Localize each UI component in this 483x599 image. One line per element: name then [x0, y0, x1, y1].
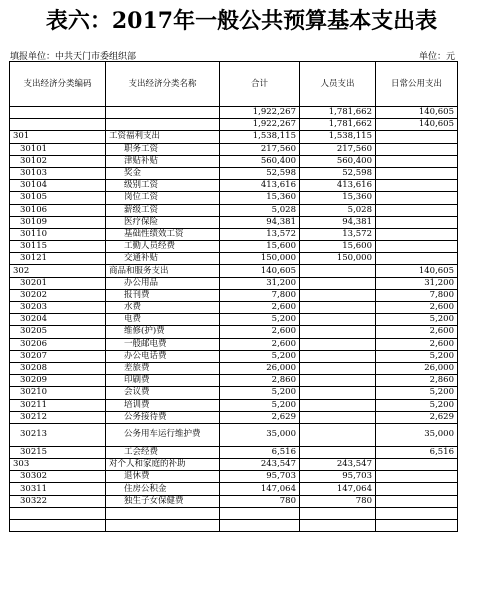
- cell-daily: 2,600: [376, 326, 458, 338]
- cell-total: 2,629: [220, 411, 300, 423]
- cell-daily: 2,600: [376, 338, 458, 350]
- cell-name: 培训费: [106, 399, 220, 411]
- cell-name: 公务用车运行维护费: [106, 423, 220, 446]
- table-body: [10, 107, 458, 532]
- table-row: [10, 520, 458, 532]
- table-row: [10, 131, 458, 143]
- cell-name: 公务接待费: [106, 411, 220, 423]
- table-row: [10, 375, 458, 387]
- cell-code: 30207: [10, 350, 106, 362]
- cell-personnel: [300, 362, 376, 374]
- cell-name: 水费: [106, 302, 220, 314]
- cell-name: 基础性绩效工资: [106, 228, 220, 240]
- cell-total: 2,600: [220, 338, 300, 350]
- cell-name: [106, 107, 220, 119]
- table-row: [10, 399, 458, 411]
- cell-code: 30109: [10, 216, 106, 228]
- cell-personnel: 13,572: [300, 228, 376, 240]
- cell-daily: 7,800: [376, 289, 458, 301]
- cell-name: 津贴补贴: [106, 155, 220, 167]
- cell-total: 1,922,267: [220, 119, 300, 131]
- cell-daily: [376, 459, 458, 471]
- cell-name: 退休费: [106, 471, 220, 483]
- cell-total: [220, 507, 300, 519]
- table-row: [10, 277, 458, 289]
- cell-personnel: [300, 399, 376, 411]
- cell-total: 560,400: [220, 155, 300, 167]
- table-row: [10, 459, 458, 471]
- col-header-name: 支出经济分类名称: [106, 62, 220, 107]
- cell-daily: 31,200: [376, 277, 458, 289]
- budget-table: [9, 61, 458, 532]
- cell-daily: 5,200: [376, 350, 458, 362]
- cell-personnel: [300, 423, 376, 446]
- cell-total: 5,200: [220, 314, 300, 326]
- table-row: [10, 119, 458, 131]
- cell-name: 职务工资: [106, 143, 220, 155]
- cell-name: 维修(护)费: [106, 326, 220, 338]
- cell-name: [106, 520, 220, 532]
- cell-name: 会议费: [106, 387, 220, 399]
- table-row: [10, 411, 458, 423]
- cell-code: 30104: [10, 180, 106, 192]
- cell-code: [10, 119, 106, 131]
- cell-code: 30302: [10, 471, 106, 483]
- cell-daily: [376, 143, 458, 155]
- cell-name: 差旅费: [106, 362, 220, 374]
- cell-name: 办公电话费: [106, 350, 220, 362]
- table-row: [10, 507, 458, 519]
- table-row: [10, 495, 458, 507]
- cell-name: 住房公积金: [106, 483, 220, 495]
- cell-personnel: 1,781,662: [300, 107, 376, 119]
- cell-personnel: [300, 507, 376, 519]
- cell-personnel: [300, 520, 376, 532]
- cell-name: 办公用品: [106, 277, 220, 289]
- cell-personnel: [300, 338, 376, 350]
- cell-personnel: 1,781,662: [300, 119, 376, 131]
- cell-personnel: 15,600: [300, 241, 376, 253]
- cell-daily: [376, 495, 458, 507]
- table-row: [10, 228, 458, 240]
- cell-code: 30202: [10, 289, 106, 301]
- cell-total: 2,600: [220, 302, 300, 314]
- cell-name: 对个人和家庭的补助: [106, 459, 220, 471]
- cell-daily: 26,000: [376, 362, 458, 374]
- cell-daily: 2,600: [376, 302, 458, 314]
- cell-daily: [376, 253, 458, 265]
- cell-code: 30311: [10, 483, 106, 495]
- cell-total: 35,000: [220, 423, 300, 446]
- table-row: [10, 204, 458, 216]
- cell-personnel: [300, 302, 376, 314]
- cell-daily: [376, 241, 458, 253]
- cell-name: 岗位工资: [106, 192, 220, 204]
- cell-daily: 140,605: [376, 119, 458, 131]
- table-header-row: [10, 62, 458, 107]
- cell-daily: [376, 228, 458, 240]
- cell-personnel: [300, 375, 376, 387]
- cell-daily: 140,605: [376, 265, 458, 277]
- cell-personnel: [300, 265, 376, 277]
- cell-daily: 5,200: [376, 399, 458, 411]
- cell-daily: [376, 167, 458, 179]
- cell-personnel: [300, 411, 376, 423]
- cell-code: 30201: [10, 277, 106, 289]
- cell-code: 303: [10, 459, 106, 471]
- cell-total: 26,000: [220, 362, 300, 374]
- cell-personnel: [300, 350, 376, 362]
- cell-code: [10, 507, 106, 519]
- cell-personnel: [300, 387, 376, 399]
- cell-name: 工资福利支出: [106, 131, 220, 143]
- cell-code: 301: [10, 131, 106, 143]
- cell-name: 电费: [106, 314, 220, 326]
- cell-total: 147,064: [220, 483, 300, 495]
- table-row: [10, 423, 458, 446]
- table-row: [10, 192, 458, 204]
- cell-code: 30213: [10, 423, 106, 446]
- cell-total: [220, 520, 300, 532]
- cell-personnel: 217,560: [300, 143, 376, 155]
- cell-total: 15,360: [220, 192, 300, 204]
- cell-daily: [376, 180, 458, 192]
- cell-daily: 5,200: [376, 314, 458, 326]
- cell-daily: 140,605: [376, 107, 458, 119]
- cell-total: 243,547: [220, 459, 300, 471]
- cell-name: [106, 119, 220, 131]
- cell-name: 商品和服务支出: [106, 265, 220, 277]
- cell-personnel: 94,381: [300, 216, 376, 228]
- cell-name: 医疗保险: [106, 216, 220, 228]
- reporting-unit: 填报单位：中共天门市委组织部: [10, 52, 137, 62]
- cell-total: 13,572: [220, 228, 300, 240]
- cell-personnel: 413,616: [300, 180, 376, 192]
- cell-personnel: 243,547: [300, 459, 376, 471]
- cell-name: [106, 507, 220, 519]
- cell-name: 奖金: [106, 167, 220, 179]
- cell-total: 94,381: [220, 216, 300, 228]
- col-header-total: 合计: [220, 62, 300, 107]
- cell-daily: 2,629: [376, 411, 458, 423]
- table-row: [10, 216, 458, 228]
- cell-total: 5,200: [220, 387, 300, 399]
- cell-total: 31,200: [220, 277, 300, 289]
- table-row: [10, 314, 458, 326]
- cell-personnel: [300, 289, 376, 301]
- cell-total: 2,860: [220, 375, 300, 387]
- cell-code: [10, 107, 106, 119]
- cell-personnel: [300, 326, 376, 338]
- cell-name: 工勤人员经费: [106, 241, 220, 253]
- table-row: [10, 155, 458, 167]
- cell-daily: [376, 216, 458, 228]
- table-row: [10, 483, 458, 495]
- table-row: [10, 350, 458, 362]
- cell-daily: [376, 204, 458, 216]
- col-header-personnel: 人员支出: [300, 62, 376, 107]
- cell-daily: 2,860: [376, 375, 458, 387]
- table-row: [10, 302, 458, 314]
- table-row: [10, 362, 458, 374]
- cell-code: 30204: [10, 314, 106, 326]
- cell-code: 30205: [10, 326, 106, 338]
- cell-code: 30115: [10, 241, 106, 253]
- cell-daily: [376, 192, 458, 204]
- cell-code: 30215: [10, 446, 106, 458]
- table-row: [10, 253, 458, 265]
- cell-name: 工会经费: [106, 446, 220, 458]
- table-row: [10, 167, 458, 179]
- cell-code: 30110: [10, 228, 106, 240]
- cell-daily: [376, 483, 458, 495]
- cell-code: 30210: [10, 387, 106, 399]
- cell-code: 30208: [10, 362, 106, 374]
- col-header-code: 支出经济分类编码: [10, 62, 106, 107]
- cell-personnel: 1,538,115: [300, 131, 376, 143]
- cell-name: 报刊费: [106, 289, 220, 301]
- cell-total: 413,616: [220, 180, 300, 192]
- cell-code: 302: [10, 265, 106, 277]
- cell-daily: 6,516: [376, 446, 458, 458]
- cell-code: 30209: [10, 375, 106, 387]
- cell-total: 140,605: [220, 265, 300, 277]
- cell-code: 30211: [10, 399, 106, 411]
- table-row: [10, 265, 458, 277]
- cell-name: 印刷费: [106, 375, 220, 387]
- cell-code: 30121: [10, 253, 106, 265]
- cell-total: 217,560: [220, 143, 300, 155]
- cell-code: 30322: [10, 495, 106, 507]
- cell-name: 独生子女保健费: [106, 495, 220, 507]
- cell-total: 5,200: [220, 350, 300, 362]
- cell-daily: [376, 131, 458, 143]
- cell-total: 5,200: [220, 399, 300, 411]
- cell-total: 7,800: [220, 289, 300, 301]
- cell-name: 薪级工资: [106, 204, 220, 216]
- cell-name: 交通补贴: [106, 253, 220, 265]
- cell-total: 95,703: [220, 471, 300, 483]
- table-row: [10, 180, 458, 192]
- cell-total: 1,922,267: [220, 107, 300, 119]
- cell-total: 2,600: [220, 326, 300, 338]
- cell-name: 级别工资: [106, 180, 220, 192]
- cell-personnel: [300, 446, 376, 458]
- cell-daily: 5,200: [376, 387, 458, 399]
- table-row: [10, 446, 458, 458]
- table-row: [10, 338, 458, 350]
- cell-total: 6,516: [220, 446, 300, 458]
- cell-personnel: [300, 314, 376, 326]
- cell-personnel: 147,064: [300, 483, 376, 495]
- cell-daily: [376, 471, 458, 483]
- cell-total: 15,600: [220, 241, 300, 253]
- table-row: [10, 471, 458, 483]
- col-header-daily: 日常公用支出: [376, 62, 458, 107]
- cell-code: 30106: [10, 204, 106, 216]
- cell-name: 一般邮电费: [106, 338, 220, 350]
- cell-daily: [376, 155, 458, 167]
- cell-code: 30102: [10, 155, 106, 167]
- cell-code: [10, 520, 106, 532]
- cell-personnel: 52,598: [300, 167, 376, 179]
- cell-personnel: 560,400: [300, 155, 376, 167]
- table-row: [10, 387, 458, 399]
- cell-total: 1,538,115: [220, 131, 300, 143]
- cell-total: 150,000: [220, 253, 300, 265]
- cell-daily: 35,000: [376, 423, 458, 446]
- table-row: [10, 107, 458, 119]
- cell-code: 30212: [10, 411, 106, 423]
- cell-personnel: 150,000: [300, 253, 376, 265]
- cell-code: 30206: [10, 338, 106, 350]
- cell-code: 30203: [10, 302, 106, 314]
- cell-personnel: 95,703: [300, 471, 376, 483]
- currency-unit: 单位：元: [418, 52, 455, 62]
- table-row: [10, 241, 458, 253]
- cell-daily: [376, 507, 458, 519]
- table-row: [10, 326, 458, 338]
- cell-code: 30105: [10, 192, 106, 204]
- cell-personnel: 780: [300, 495, 376, 507]
- cell-personnel: 15,360: [300, 192, 376, 204]
- cell-personnel: 5,028: [300, 204, 376, 216]
- page-title: 表六：2017年一般公共预算基本支出表: [45, 8, 438, 34]
- cell-code: 30101: [10, 143, 106, 155]
- cell-total: 780: [220, 495, 300, 507]
- cell-total: 52,598: [220, 167, 300, 179]
- cell-daily: [376, 520, 458, 532]
- table-row: [10, 289, 458, 301]
- cell-total: 5,028: [220, 204, 300, 216]
- cell-code: 30103: [10, 167, 106, 179]
- cell-personnel: [300, 277, 376, 289]
- table-row: [10, 143, 458, 155]
